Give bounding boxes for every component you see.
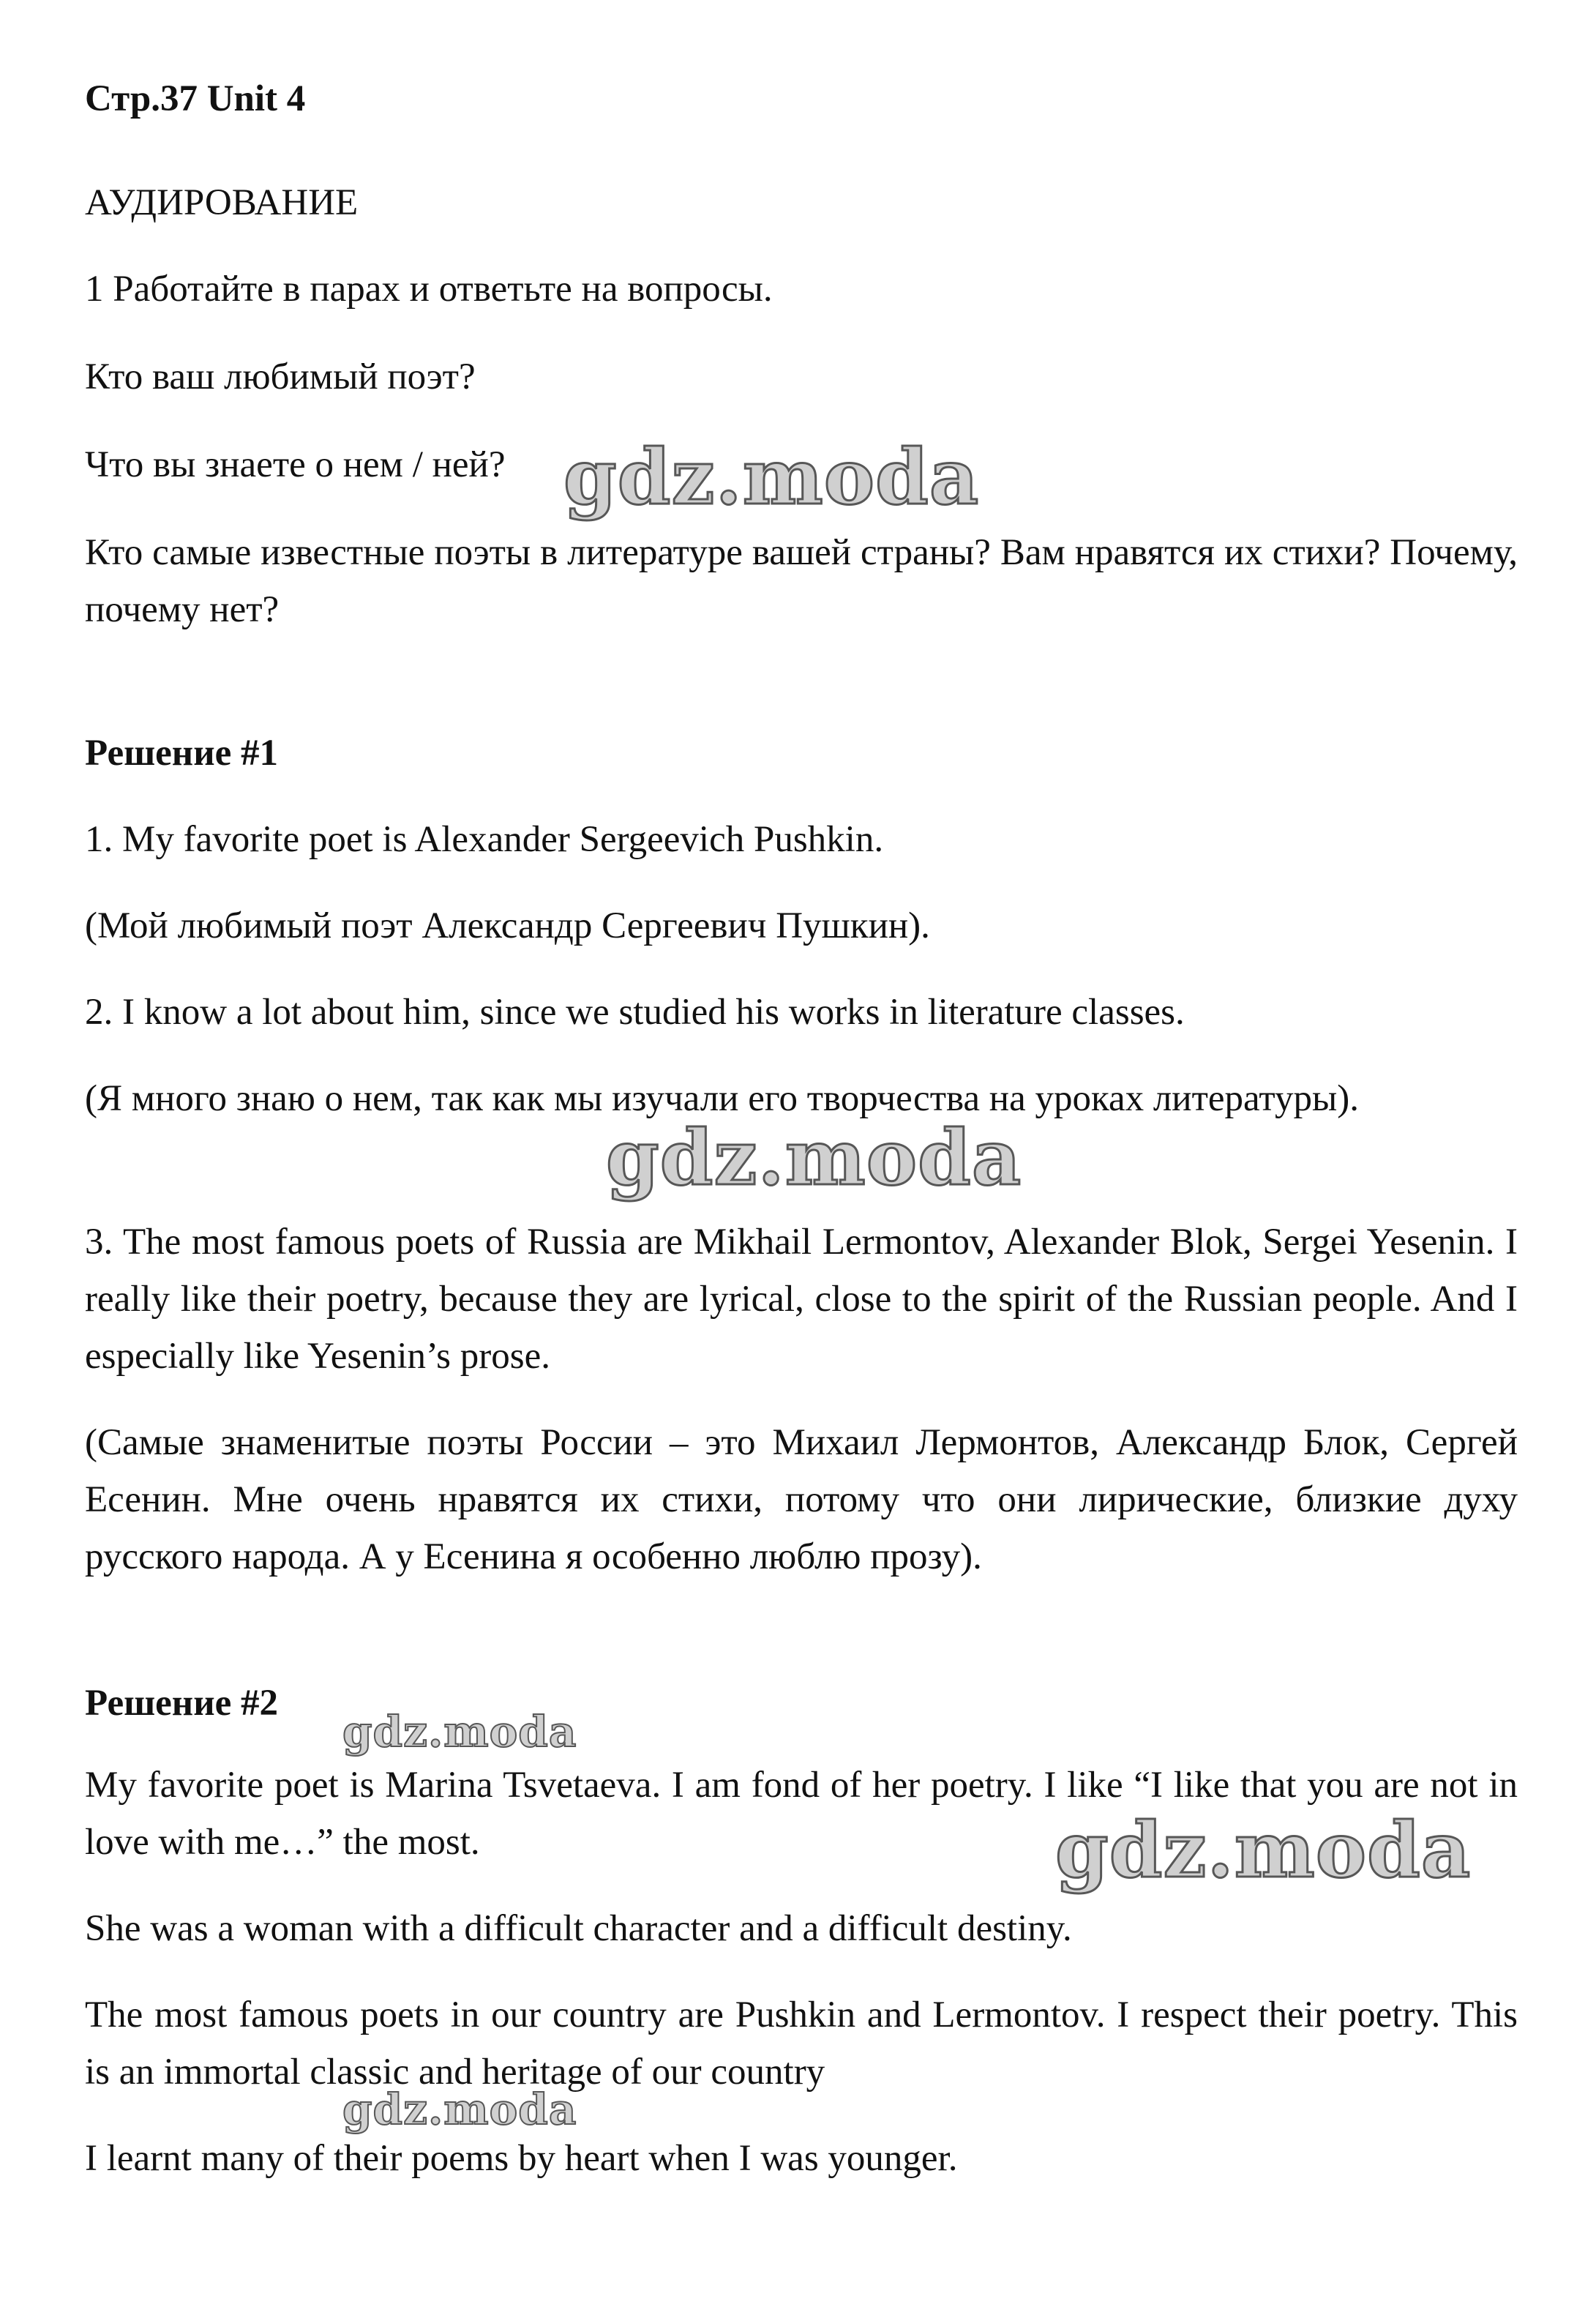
watermark-logo: gdz.moda xyxy=(1055,1805,1472,1895)
solution-1-heading: Решение #1 xyxy=(85,733,278,774)
solution-2-paragraph-4: I learnt many of their poems by heart when I was younger. xyxy=(85,2138,958,2179)
solution-1-answer-3-en: 3. The most famous poets of Russia are Mikhail Lermontov, Alexander Blok, Sergei Yesenin. I really like their poetry, because they are lyrical, close to the spirit of the Russian people. And I especially like Yesenin’s prose. xyxy=(85,1222,1518,1377)
solution-2-heading: Решение #2 xyxy=(85,1683,278,1724)
task-question-3: Кто самые известные поэты в литературе вашей страны? Вам нравятся их стихи? Почему, почему нет? xyxy=(85,532,1518,630)
solution-1-answer-2-ru: (Я много знаю о нем, так как мы изучали его творчества на уроках литературы). xyxy=(85,1078,1359,1119)
solution-1-answer-1-ru: (Мой любимый поэт Александр Сергеевич Пушкин). xyxy=(85,905,930,946)
task-instruction: 1 Работайте в парах и ответьте на вопросы. xyxy=(85,269,773,310)
section-heading: АУДИРОВАНИЕ xyxy=(85,182,359,223)
task-question-1: Кто ваш любимый поэт? xyxy=(85,356,476,397)
watermark-logo: gdz.moda xyxy=(342,2084,577,2134)
watermark-logo: gdz.moda xyxy=(606,1113,1022,1203)
solution-1-answer-2-en: 2. I know a lot about him, since we studied his works in literature classes. xyxy=(85,992,1185,1033)
solution-1-answer-3-ru: (Самые знаменитые поэты России – это Михаил Лермонтов, Александр Блок, Сергей Есенин. Мне очень нравятся их стихи, потому что они лирические, близкие духу русского народа. А у Есенина я особенно люблю прозу). xyxy=(85,1422,1518,1577)
task-question-2: Что вы знаете о нем / ней? xyxy=(85,444,506,485)
solution-2-paragraph-2: She was a woman with a difficult character and a difficult destiny. xyxy=(85,1908,1072,1949)
solution-2-paragraph-1: My favorite poet is Marina Tsvetaeva. I am fond of her poetry. I like “I like that you are not in love with me…” the most. xyxy=(85,1765,1518,1863)
watermark-logo: gdz.moda xyxy=(342,1707,577,1757)
watermark-logo: gdz.moda xyxy=(563,432,980,522)
solution-2-paragraph-3: The most famous poets in our country are Pushkin and Lermontov. I respect their poetry. This is an immortal classic and heritage of our country xyxy=(85,1994,1518,2093)
solution-1-answer-1-en: 1. My favorite poet is Alexander Sergeevich Pushkin. xyxy=(85,819,884,860)
page-title: Стр.37 Unit 4 xyxy=(85,78,306,119)
